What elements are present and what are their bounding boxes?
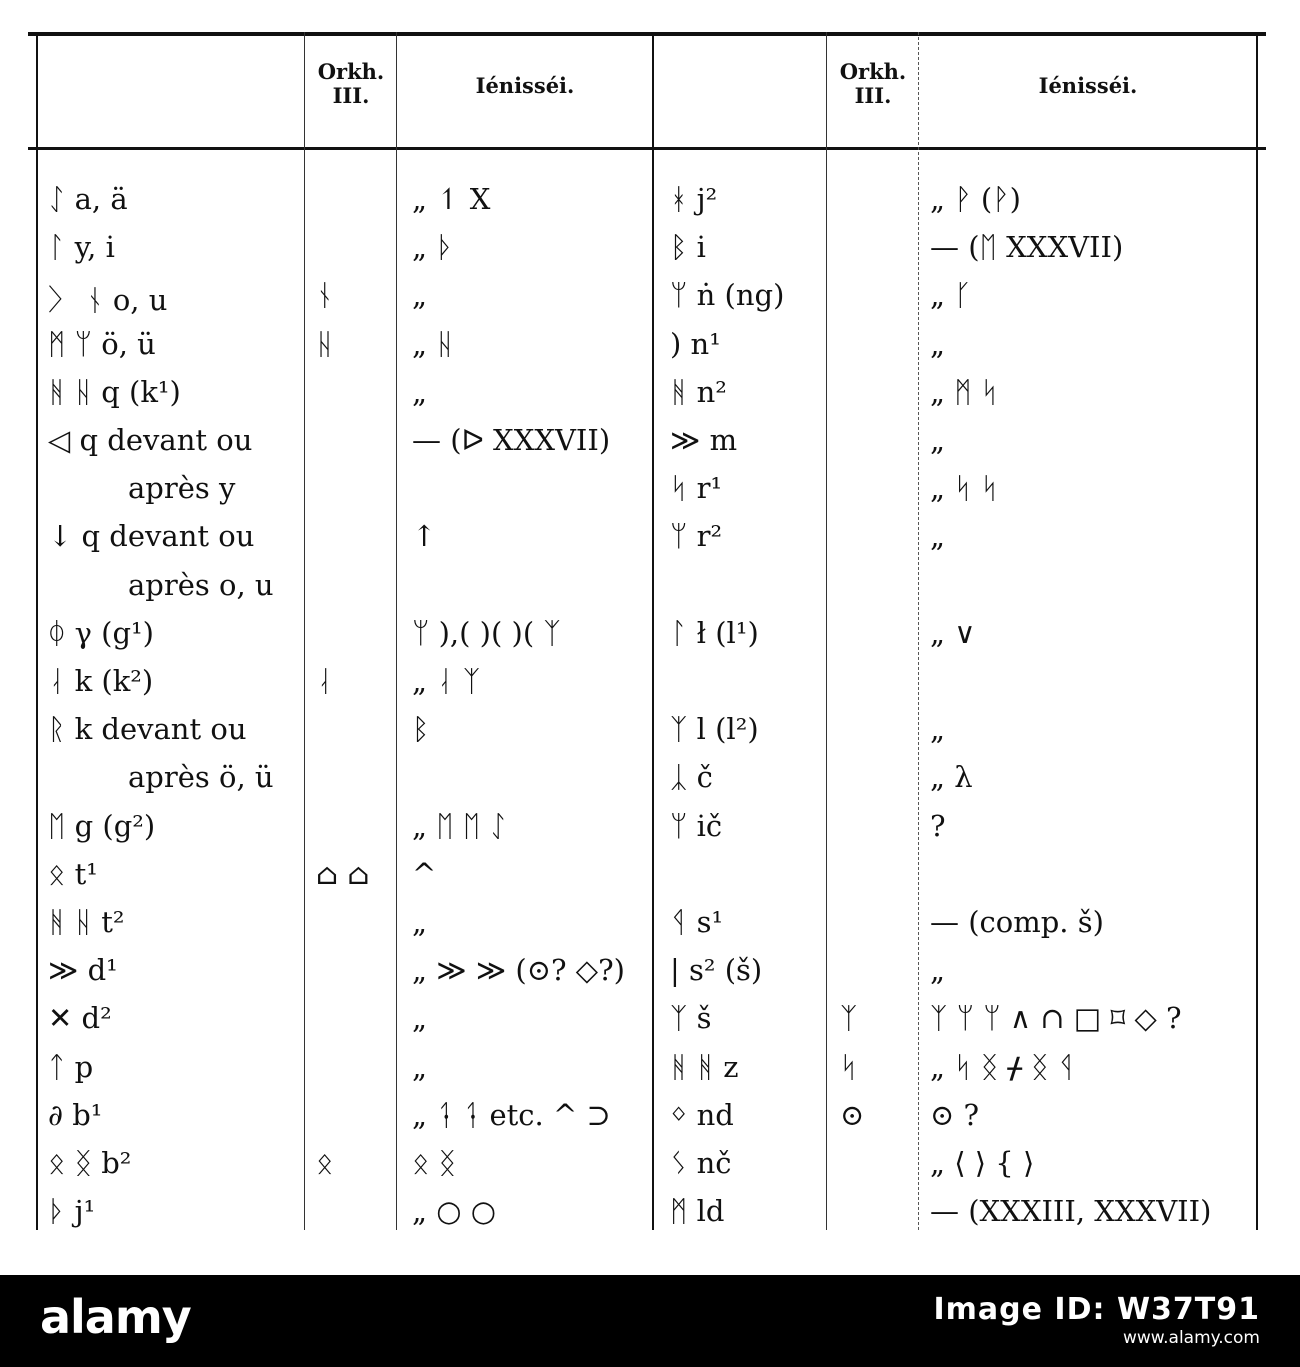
right-ienissei-cell: ? (930, 808, 946, 843)
left-ienissei-cell: „ ↿ Ⅹ (412, 182, 491, 216)
right-letter-cell: ᛩ s¹ (670, 905, 724, 939)
right-ienissei-cell: — (ᛖ XXXVII) (930, 230, 1124, 265)
right-orkh-cell: ᛋ (840, 1049, 858, 1084)
left-ienissei-cell: „ ᚦ (412, 230, 454, 265)
left-orkh-cell: ᛟ (316, 1146, 334, 1180)
left-letter-cell: ✕ d² (48, 1001, 112, 1036)
right-ienissei-cell: ⊙ ? (930, 1097, 980, 1132)
right-ienissei-cell: „ ⟨ ⟩ { ⟩ (930, 1146, 1035, 1180)
right-letter-cell: ᛉ l (l²) (670, 712, 759, 747)
left-ienissei-cell: „ (412, 905, 428, 939)
site-url: www.alamy.com (1122, 1328, 1260, 1348)
left-letter-cell: ᛰ γ (g¹) (48, 615, 154, 650)
right-ienissei-cell: ᛉ ᛘ ᛘ ∧ ∩ □ ⌑ ◇ ? (930, 1001, 1182, 1036)
right-letter-cell: ᛚ ł (l¹) (670, 615, 759, 650)
right-letter-cell: ᛣ č (670, 760, 713, 795)
right-ienissei-cell: — (XXXIII, XXXVII) (930, 1194, 1212, 1229)
right-letter-cell: ᚻ n² (670, 374, 727, 409)
right-letter-cell: ᛋ r¹ (670, 471, 723, 506)
header-orkh-left: Orkh. III. (317, 59, 385, 108)
left-letter-cell: ∂ b¹ (48, 1097, 103, 1132)
left-ienissei-cell: ᛘ ),( )( )( ᛉ (412, 615, 561, 650)
left-ienissei-cell: „ ᛖ ᛖ ᛇ (412, 808, 507, 843)
left-letter-cell: ↓ q devant ou (48, 519, 255, 554)
right-letter-cell: | s² (š) (670, 953, 763, 988)
left-ienissei-cell: ↑ (412, 519, 437, 554)
left-ienissei-cell: ^ (412, 856, 437, 891)
left-ienissei-cell: „ (412, 1001, 428, 1036)
right-ienissei-cell: „ ᚹ (ᚹ) (930, 182, 1021, 216)
right-ienissei-cell: „ λ (930, 760, 973, 795)
image-id: Image ID: W37T91 (933, 1292, 1260, 1327)
left-letter-cell: après ö, ü (128, 760, 274, 795)
right-ienissei-cell: „ (930, 712, 946, 747)
col-rule-3 (826, 32, 827, 1230)
left-letter-cell: 〉 ᚾ o, u (48, 283, 168, 318)
right-letter-cell: ᚻ ᚻ z (670, 1049, 739, 1084)
header-rule (28, 147, 1266, 150)
left-ienissei-cell: ᛒ (412, 712, 430, 747)
left-letter-cell: ᛖ g (g²) (48, 808, 156, 843)
left-ienissei-cell: „ ○ ○ (412, 1194, 497, 1229)
col-rule-4 (918, 32, 919, 1230)
left-ienissei-cell: „ ᛑ ᛑ etc. ^ ⊃ (412, 1097, 611, 1132)
right-letter-cell: ᛘ ič (670, 808, 723, 843)
left-ienissei-cell: „ ᛆ ᛉ (412, 664, 481, 698)
runic-alphabet-table (28, 32, 1266, 1230)
left-border (36, 32, 38, 1230)
right-letter-cell: ᛗ ld (670, 1194, 725, 1229)
right-ienissei-cell: — (comp. š) (930, 905, 1104, 939)
right-orkh-cell: ᛉ (840, 1001, 858, 1036)
left-letter-cell: ᛏ p (48, 1049, 94, 1084)
left-letter-cell: après o, u (128, 567, 274, 602)
left-letter-cell: ᚻ ᚺ t² (48, 905, 125, 939)
right-ienissei-cell: „ ᛋ ᛝ ᚋ ᛝ ᛩ (930, 1049, 1076, 1084)
left-orkh-cell: ᚾ (316, 278, 334, 313)
header-orkh-right: Orkh. III. (839, 59, 907, 108)
left-ienissei-cell: „ (412, 1049, 428, 1084)
left-orkh-cell: ᛆ (316, 664, 334, 698)
left-letter-cell: ᚻ ᚺ q (k¹) (48, 374, 181, 409)
right-letter-cell: ᛒ i (670, 230, 706, 265)
right-letter-cell: ᛜ nd (670, 1097, 734, 1132)
left-letter-cell: ◁ q devant ou (48, 423, 253, 457)
right-letter-cell: ᛘ r² (670, 519, 723, 554)
left-orkh-cell: ᚺ (316, 326, 334, 361)
right-letter-cell: ᛘ ṅ (ng) (670, 278, 785, 313)
left-ienissei-cell: ᛟ ᛝ (412, 1146, 457, 1180)
left-letter-cell: ᛟ ᛝ b² (48, 1146, 132, 1180)
col-rule-2 (396, 32, 397, 1230)
right-ienissei-cell: „ (930, 423, 946, 457)
left-ienissei-cell: „ (412, 374, 428, 409)
right-orkh-cell: ⊙ (840, 1097, 865, 1132)
top-rule (28, 32, 1266, 36)
left-letter-cell: après y (128, 471, 236, 506)
brand-logo: alamy (40, 1290, 191, 1344)
left-ienissei-cell: „ (412, 278, 428, 313)
right-letter-cell: ᛊ nč (670, 1146, 732, 1180)
header-ienissei-right: Iénisséi. (1038, 73, 1138, 98)
left-letter-cell: ᛆ k (k²) (48, 664, 154, 698)
left-ienissei-cell: „ ≫ ≫ (⊙? ◇?) (412, 953, 625, 988)
header-ienissei-left: Iénisséi. (475, 73, 575, 98)
left-letter-cell: ᚱ k devant ou (48, 712, 247, 747)
left-ienissei-cell: „ ᚺ (412, 326, 454, 361)
left-letter-cell: ᚦ j¹ (48, 1194, 96, 1229)
left-orkh-cell: ⌂ ⌂ (316, 856, 370, 891)
right-ienissei-cell: „ (930, 519, 946, 554)
col-rule-1 (304, 32, 305, 1230)
stock-info (933, 1292, 1261, 1352)
left-ienissei-cell: — (ᐅ XXXVII) (412, 423, 611, 457)
left-letter-cell: ᛟ t¹ (48, 856, 98, 891)
left-letter-cell: ᛚ y, i (48, 230, 115, 265)
right-ienissei-cell: „ ᚴ (930, 278, 972, 313)
right-border (1256, 32, 1258, 1230)
right-ienissei-cell: „ ᛗ ᛋ (930, 374, 999, 409)
left-letter-cell: ᛗ ᛘ ö, ü (48, 326, 156, 361)
left-letter-cell: ᛇ a, ä (48, 182, 128, 216)
right-letter-cell: ≫ m (670, 423, 738, 457)
right-ienissei-cell: „ ᛋ ᛋ (930, 471, 999, 506)
right-letter-cell: ᛉ š (670, 1001, 712, 1036)
right-letter-cell: ) n¹ (670, 326, 721, 361)
right-letter-cell: ᚼ j² (670, 182, 718, 216)
right-ienissei-cell: „ (930, 953, 946, 988)
left-letter-cell: ≫ d¹ (48, 953, 118, 988)
right-ienissei-cell: „ ∨ (930, 615, 976, 650)
right-ienissei-cell: „ (930, 326, 946, 361)
col-rule-middle (652, 32, 654, 1230)
